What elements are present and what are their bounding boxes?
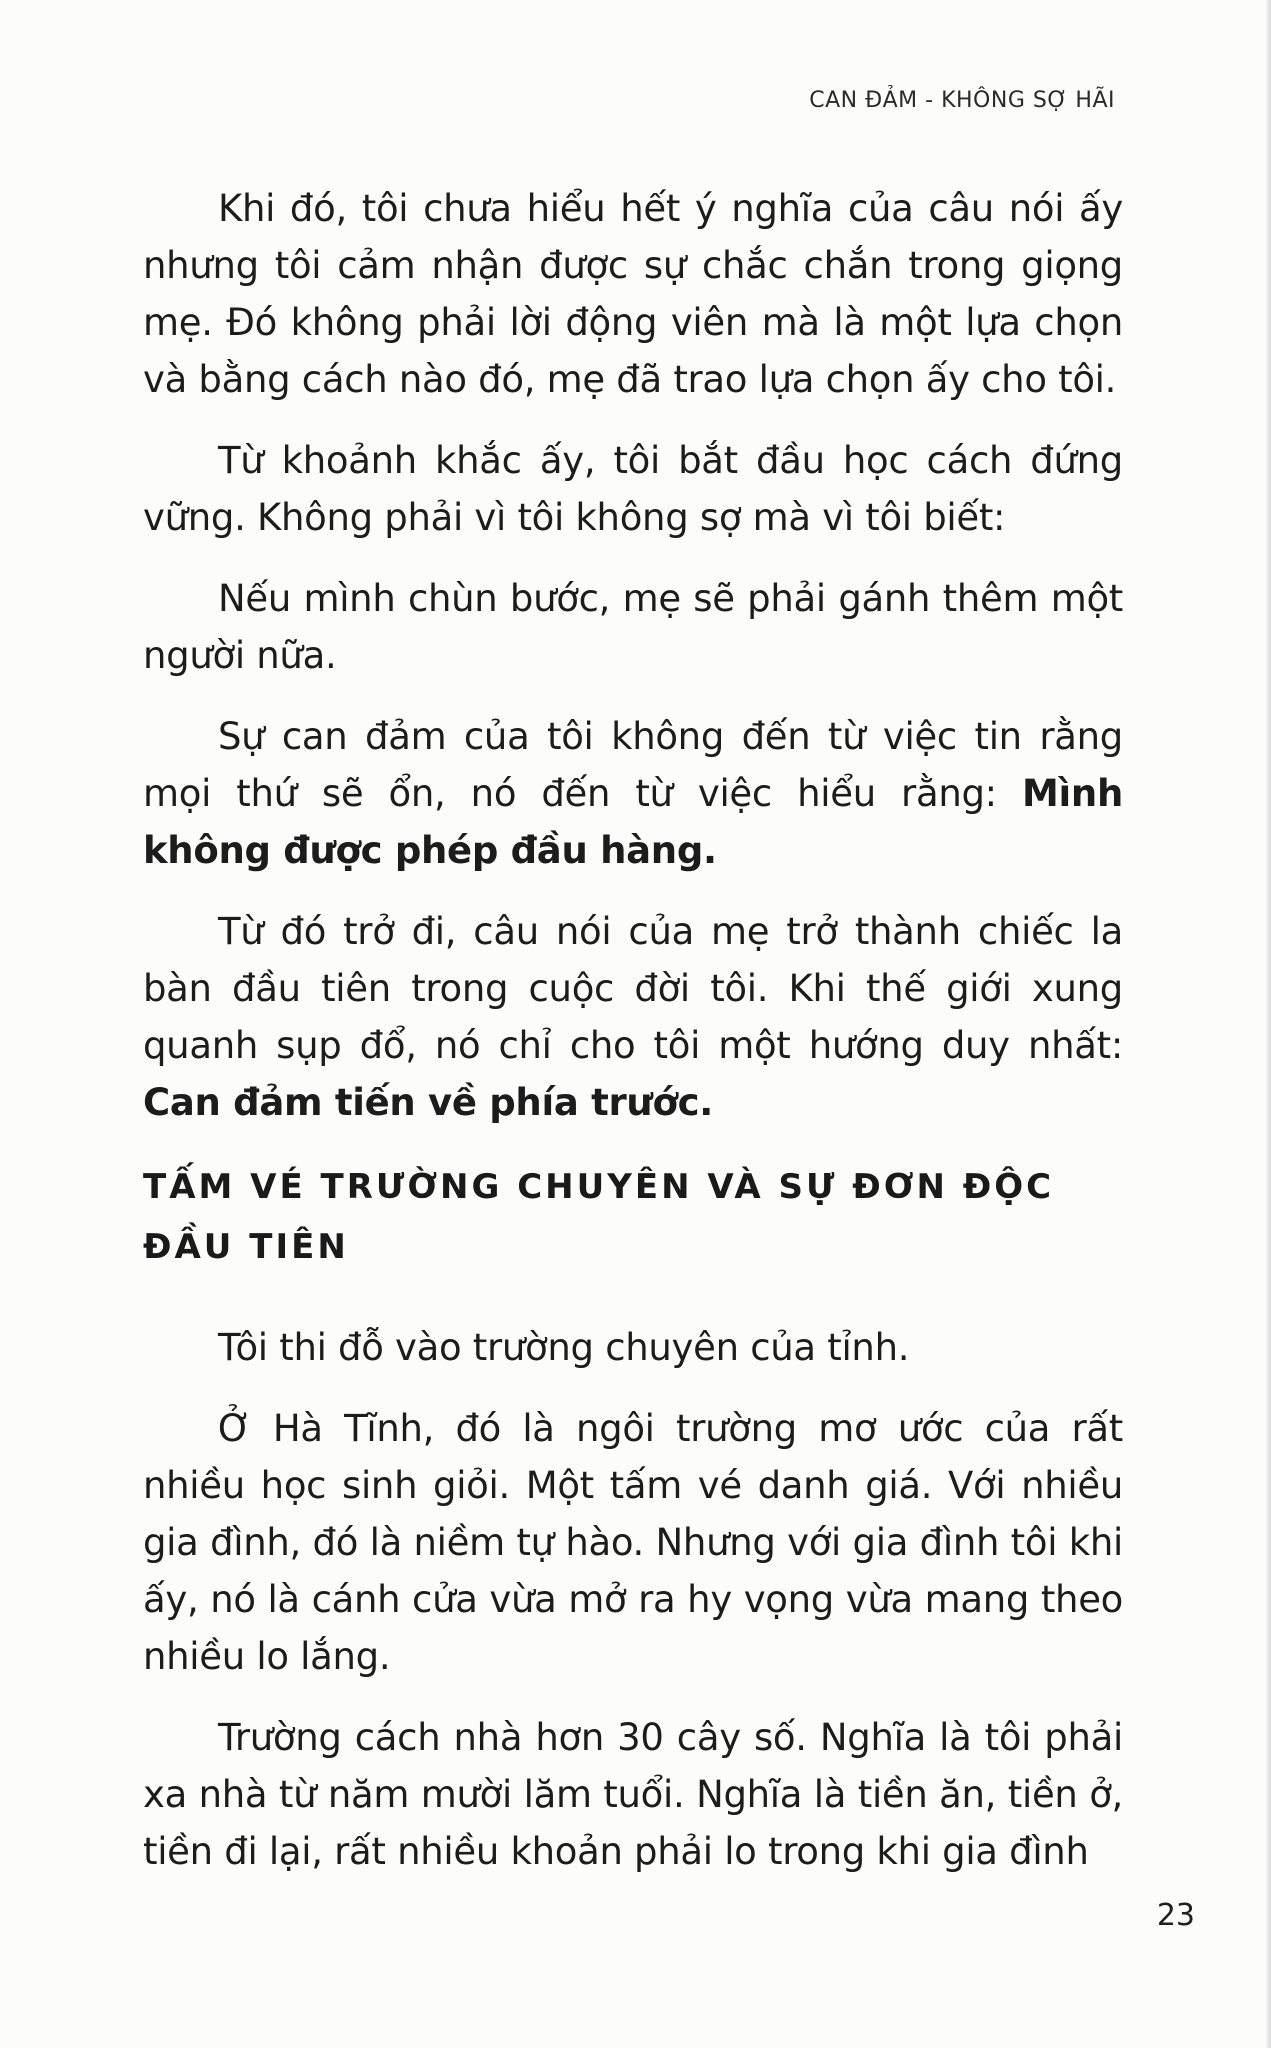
paragraph-4-emphasis: Mình không được phép đầu hàng. (143, 772, 1123, 872)
paragraph-8: Trường cách nhà hơn 30 cây số. Nghĩa là tôi phải xa nhà từ năm mười lăm tuổi. Nghĩa là tiền ăn, tiền ở, tiền đi lại, rất nhiều khoản phải lo trong khi gia đình (143, 1716, 1123, 1873)
page-edge (1266, 0, 1271, 2048)
section-heading: TẤM VÉ TRƯỜNG CHUYÊN VÀ SỰ ĐƠN ĐỘC ĐẦU TIÊN (143, 1167, 1055, 1267)
paragraph-4 (143, 708, 1123, 879)
paragraph-1: Khi đó, tôi chưa hiểu hết ý nghĩa của câu nói ấy nhưng tôi cảm nhận được sự chắc chắn trong giọng mẹ. Đó không phải lời động viên mà là một lựa chọn và bằng cách nào đó, mẹ đã trao lựa chọn ấy cho tôi. (143, 187, 1123, 401)
paragraph-6: Tôi thi đỗ vào trường chuyên của tỉnh. (218, 1326, 910, 1369)
paragraph-5 (143, 903, 1123, 1131)
body-text (143, 180, 1123, 1904)
paragraph-3: Nếu mình chùn bước, mẹ sẽ phải gánh thêm một người nữa. (143, 577, 1123, 677)
paragraph-2: Từ khoảnh khắc ấy, tôi bắt đầu học cách đứng vững. Không phải vì tôi không sợ mà vì tôi biết: (143, 439, 1123, 539)
paragraph-5-text: Từ đó trở đi, câu nói của mẹ trở thành chiếc la bàn đầu tiên trong cuộc đời tôi. Khi thế giới xung quanh sụp đổ, nó chỉ cho tôi một hướng duy nhất: (143, 910, 1123, 1067)
paragraph-4-text: Sự can đảm của tôi không đến từ việc tin rằng mọi thứ sẽ ổn, nó đến từ việc hiểu rằng: (143, 715, 1123, 815)
page-number: 23 (1156, 1898, 1195, 1933)
running-header: CAN ĐẢM - KHÔNG SỢ HÃI (809, 88, 1115, 113)
paragraph-5-emphasis: Can đảm tiến về phía trước. (143, 1081, 713, 1124)
paragraph-7: Ở Hà Tĩnh, đó là ngôi trường mơ ước của rất nhiều học sinh giỏi. Một tấm vé danh giá. Với nhiều gia đình, đó là niềm tự hào. Nhưng với gia đình tôi khi ấy, nó là cánh cửa vừa mở ra hy vọng vừa mang theo nhiều lo lắng. (143, 1407, 1123, 1678)
